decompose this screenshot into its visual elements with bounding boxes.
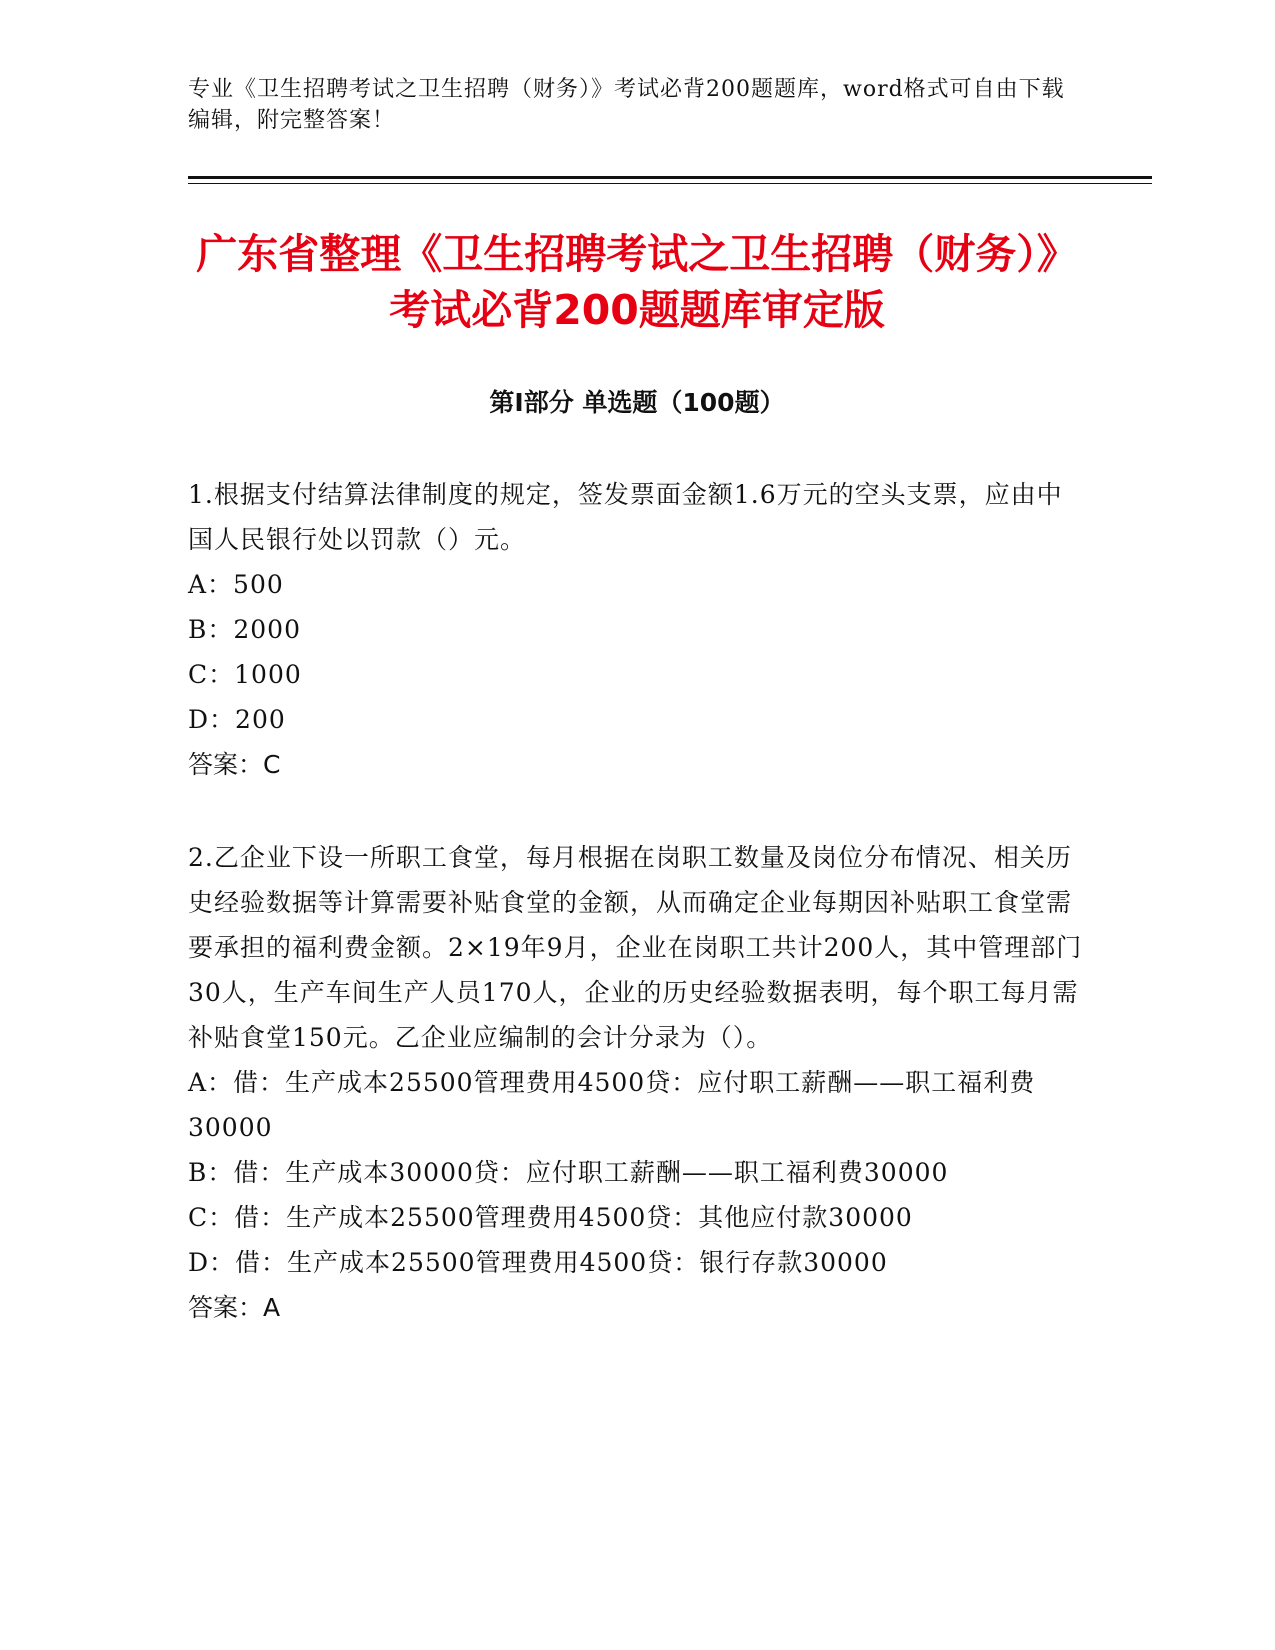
header-note: 专业《卫生招聘考试之卫生招聘（财务）》考试必背200题题库，word格式可自由下载编辑，附完整答案！ (188, 77, 1065, 133)
question-text: 1.根据支付结算法律制度的规定，签发票面金额1.6万元的空头支票，应由中国人民银行处以罚款（）元。 (188, 480, 1063, 554)
option-c: C：1000 (188, 660, 302, 689)
answer: 答案：A (188, 1293, 281, 1322)
option-d: D：借：生产成本25500管理费用4500贷：银行存款30000 (188, 1248, 888, 1277)
option-d: D：200 (188, 705, 286, 734)
option-c: C：借：生产成本25500管理费用4500贷：其他应付款30000 (188, 1203, 913, 1232)
header-rule-thick (188, 176, 1152, 179)
option-b: B：借：生产成本30000贷：应付职工薪酬——职工福利费30000 (188, 1158, 949, 1187)
answer: 答案：C (188, 750, 281, 779)
document-title: 广东省整理《卫生招聘考试之卫生招聘（财务）》考试必背200题题库审定版 (196, 230, 1078, 334)
question-2 (188, 835, 1086, 1330)
option-b: B：2000 (188, 615, 301, 644)
question-text: 2.乙企业下设一所职工食堂，每月根据在岗职工数量及岗位分布情况、相关历史经验数据等计算需要补贴食堂的金额，从而确定企业每期因补贴职工食堂需要承担的福利费金额。2×19年9月，企业在岗职工共计200人，其中管理部门30人，生产车间生产人员170人，企业的历史经验数据表明，每个职工每月需补贴食堂150元。乙企业应编制的会计分录为（）。 (188, 843, 1083, 1052)
option-a: A：500 (188, 570, 284, 599)
header-rule-thin (188, 183, 1152, 184)
option-a: A：借：生产成本25500管理费用4500贷：应付职工薪酬——职工福利费30000 (188, 1068, 1036, 1142)
section-title: 第Ⅰ部分 单选题（100题） (489, 388, 785, 417)
question-1 (188, 472, 1086, 787)
